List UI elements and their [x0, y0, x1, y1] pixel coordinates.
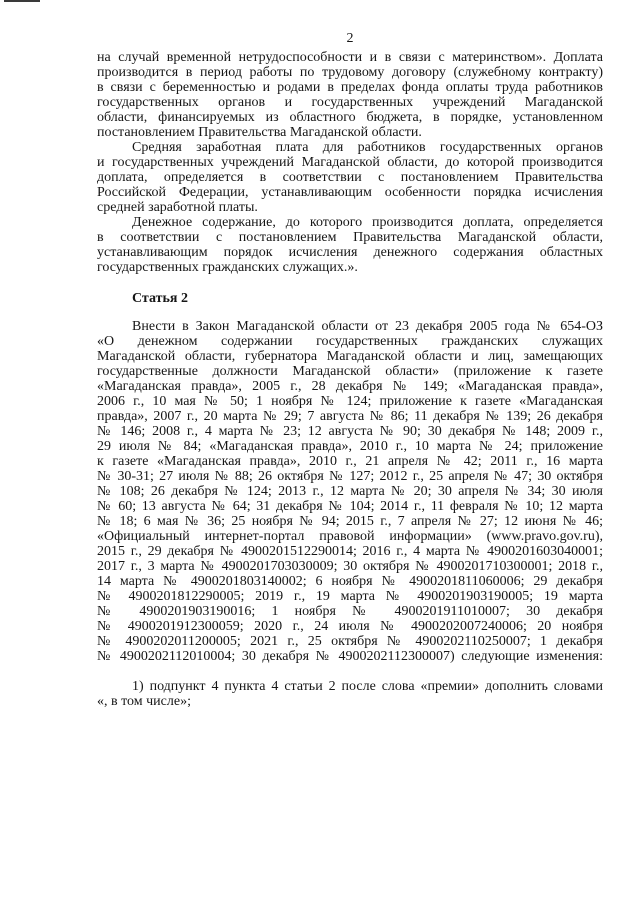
text-line: «Официальный интернет-портал правовой информации» (www.pravo.gov.ru),	[97, 529, 603, 544]
text-line: области, финансируемых из областного бюджета, в порядке, установленном	[97, 110, 603, 125]
article-2-heading-block	[97, 291, 603, 306]
paragraph-1	[97, 50, 603, 140]
text-line: № 30-31; 27 июля № 88; 26 октября № 127; 2012 г., 25 апреля № 47; 30 октября	[97, 469, 603, 484]
text-line: № 4900201812290005; 2019 г., 19 марта № 4900201903190005; 19 марта	[97, 589, 603, 604]
text-line: Внести в Закон Магаданской области от 23 декабря 2005 года № 654-ОЗ	[132, 319, 603, 334]
text-line: № 4900202011200005; 2021 г., 25 октября № 4900202110250007; 1 декабря	[97, 634, 603, 649]
text-line: постановлением Правительства Магаданской области.	[97, 125, 422, 140]
page-number: 2	[346, 31, 354, 46]
text-line: государственные должности Магаданской области» (приложение к газете	[97, 364, 603, 379]
text-line: 29 июля № 84; «Магаданская правда», 2010 г., 10 марта № 24; приложение	[97, 439, 603, 454]
amendment-text-continuation	[97, 50, 603, 275]
text-line: № 18; 6 мая № 36; 25 ноября № 94; 2015 г., 7 апреля № 27; 12 июня № 46;	[97, 514, 603, 529]
text-line: 14 марта № 4900201803140002; 6 ноября № 4900201811060006; 29 декабря	[97, 574, 603, 589]
scan-edge-mark	[4, 0, 40, 2]
article-2-paragraph	[97, 319, 603, 664]
text-line: производится в период работы по трудовому договору (служебному контракту)	[97, 65, 603, 80]
text-line: № 60; 13 августа № 64; 31 декабря № 104; 2014 г., 11 февраля № 10; 12 марта	[97, 499, 603, 514]
text-line: № 108; 26 декабря № 124; 2013 г., 12 марта № 20; 30 апреля № 34; 30 июля	[97, 484, 603, 499]
text-line: № 146; 2008 г., 4 марта № 23; 12 августа № 90; 30 декабря № 148; 2009 г.,	[97, 424, 603, 439]
text-line: государственных органов и государственных учреждений Магаданской	[97, 95, 603, 110]
text-line: 1) подпункт 4 пункта 4 статьи 2 после слова «премии» дополнить словами	[132, 679, 603, 694]
text-line: устанавливающим порядок исчисления денежного содержания областных	[97, 245, 603, 260]
text-line: на случай временной нетрудоспособности и в связи с материнством». Доплата	[97, 50, 603, 65]
text-line: № 4900201912300059; 2020 г., 24 июля № 4900202007240006; 20 ноября	[97, 619, 603, 634]
text-line: средней заработной платы.	[97, 200, 258, 215]
text-line: 2017 г., 3 марта № 4900201703030009; 30 октября № 4900201710300001; 2018 г.,	[97, 559, 603, 574]
text-line: в связи с беременностью и родами в пределах фонда оплаты труда работников	[97, 80, 603, 95]
paragraph-2	[97, 140, 603, 215]
text-line: и государственных учреждений Магаданской области, до которой производится	[97, 155, 603, 170]
article-heading: Статья 2	[132, 291, 188, 306]
text-line: «, в том числе»;	[97, 694, 191, 709]
text-line: Средняя заработная плата для работников государственных органов	[132, 140, 603, 155]
paragraph-3	[97, 215, 603, 275]
text-line: № 4900201903190016; 1 ноября № 4900201911010007; 30 декабря	[97, 604, 603, 619]
text-line: доплата, определяется в соответствии с постановлением Правительства	[97, 170, 603, 185]
text-line: в соответствии с постановлением Правительства Магаданской области,	[97, 230, 603, 245]
text-line: № 4900202112010004; 30 декабря № 4900202112300007) следующие изменения:	[97, 649, 603, 664]
text-line: «О денежном содержании государственных гражданских служащих	[97, 334, 603, 349]
text-line: государственных гражданских служащих.».	[97, 260, 358, 275]
text-line: Магаданской области, губернатора Магаданской области и лиц, замещающих	[97, 349, 603, 364]
text-line: 2015 г., 29 декабря № 4900201512290014; 2016 г., 4 марта № 4900201603040001;	[97, 544, 603, 559]
amendment-item-1	[97, 679, 603, 709]
text-line: Денежное содержание, до которого производится доплата, определяется	[132, 215, 603, 230]
text-line: к газете «Магаданская правда», 2010 г., 21 апреля № 42; 2011 г., 16 марта	[97, 454, 603, 469]
text-line: 2006 г., 10 мая № 50; 1 ноября № 124; приложение к газете «Магаданская	[97, 394, 603, 409]
text-line: правда», 2007 г., 20 марта № 29; 7 августа № 86; 11 декабря № 139; 26 декабря	[97, 409, 603, 424]
text-line: «Магаданская правда», 2005 г., 28 декабря № 149; «Магаданская правда»,	[97, 379, 603, 394]
text-line: Российской Федерации, устанавливающим особенности порядка исчисления	[97, 185, 603, 200]
